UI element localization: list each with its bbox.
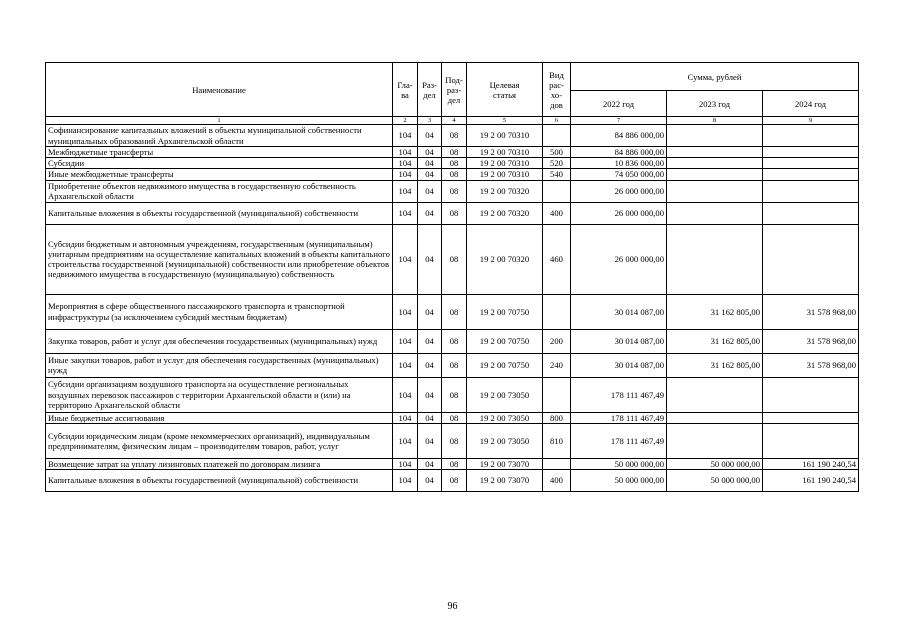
column-number-row — [46, 117, 859, 125]
cell-sum-2023: 31 162 805,00 — [667, 294, 763, 329]
cell-chapter: 104 — [393, 458, 418, 469]
cell-subsection: 08 — [442, 169, 467, 180]
table-row — [46, 470, 859, 492]
cell-chapter: 104 — [393, 412, 418, 423]
cell-target: 19 2 00 73070 — [467, 470, 543, 492]
cell-sum-2024 — [763, 125, 859, 147]
cell-sum-2024: 161 190 240,54 — [763, 470, 859, 492]
cell-sum-2024: 161 190 240,54 — [763, 458, 859, 469]
row-name: Закупка товаров, работ и услуг для обеспечения государственных (муниципальных) нужд — [46, 329, 393, 353]
cell-section: 04 — [418, 224, 442, 294]
page-number: 96 — [447, 601, 458, 612]
cell-subsection: 08 — [442, 224, 467, 294]
header-target: Целевая статья — [467, 63, 543, 117]
cell-expense-type — [543, 377, 571, 412]
header-chapter: Гла- ва — [393, 63, 418, 117]
cell-expense-type: 520 — [543, 158, 571, 169]
cell-target: 19 2 00 70750 — [467, 329, 543, 353]
table-row — [46, 412, 859, 423]
cell-chapter: 104 — [393, 470, 418, 492]
cell-chapter: 104 — [393, 158, 418, 169]
cell-sum-2022: 10 836 000,00 — [571, 158, 667, 169]
cell-sum-2024 — [763, 423, 859, 458]
cell-subsection: 08 — [442, 294, 467, 329]
row-name: Возмещение затрат на уплату лизинговых платежей по договорам лизинга — [46, 458, 393, 469]
cell-subsection: 08 — [442, 377, 467, 412]
header-section: Раз- дел — [418, 63, 442, 117]
table-row — [46, 377, 859, 412]
row-name: Капитальные вложения в объекты государственной (муниципальной) собственности — [46, 470, 393, 492]
cell-expense-type: 810 — [543, 423, 571, 458]
cell-sum-2023 — [667, 180, 763, 202]
cell-chapter: 104 — [393, 423, 418, 458]
cell-section: 04 — [418, 423, 442, 458]
cell-sum-2023 — [667, 377, 763, 412]
cell-section: 04 — [418, 353, 442, 377]
cell-subsection: 08 — [442, 353, 467, 377]
cell-subsection: 08 — [442, 470, 467, 492]
header-sum: Сумма, рублей — [571, 63, 859, 91]
cell-subsection: 08 — [442, 147, 467, 158]
cell-chapter: 104 — [393, 377, 418, 412]
cell-sum-2022: 26 000 000,00 — [571, 202, 667, 224]
cell-expense-type: 500 — [543, 147, 571, 158]
table-row — [46, 353, 859, 377]
cell-expense-type — [543, 125, 571, 147]
column-number: 7 — [571, 117, 667, 125]
table-row — [46, 147, 859, 158]
cell-target: 19 2 00 70310 — [467, 147, 543, 158]
cell-sum-2023: 50 000 000,00 — [667, 458, 763, 469]
header-year-2023: 2023 год — [667, 91, 763, 117]
cell-sum-2022: 178 111 467,49 — [571, 377, 667, 412]
cell-target: 19 2 00 70310 — [467, 158, 543, 169]
column-number: 1 — [46, 117, 393, 125]
cell-chapter: 104 — [393, 202, 418, 224]
cell-sum-2024 — [763, 224, 859, 294]
cell-subsection: 08 — [442, 458, 467, 469]
cell-expense-type: 400 — [543, 470, 571, 492]
row-name: Межбюджетные трансферты — [46, 147, 393, 158]
column-number: 5 — [467, 117, 543, 125]
cell-chapter: 104 — [393, 147, 418, 158]
header-year-2024: 2024 год — [763, 91, 859, 117]
cell-sum-2024: 31 578 968,00 — [763, 329, 859, 353]
cell-section: 04 — [418, 470, 442, 492]
cell-chapter: 104 — [393, 169, 418, 180]
cell-target: 19 2 00 70320 — [467, 224, 543, 294]
cell-sum-2024 — [763, 169, 859, 180]
cell-expense-type: 400 — [543, 202, 571, 224]
cell-sum-2024 — [763, 412, 859, 423]
cell-sum-2023 — [667, 224, 763, 294]
table-row — [46, 169, 859, 180]
cell-target: 19 2 00 70320 — [467, 180, 543, 202]
cell-sum-2022: 50 000 000,00 — [571, 458, 667, 469]
column-number: 8 — [667, 117, 763, 125]
header-expense-type: Вид рас- хо- дов — [543, 63, 571, 117]
cell-sum-2023 — [667, 147, 763, 158]
column-number: 9 — [763, 117, 859, 125]
cell-sum-2022: 84 886 000,00 — [571, 125, 667, 147]
table-row — [46, 180, 859, 202]
header-year-2022: 2022 год — [571, 91, 667, 117]
cell-target: 19 2 00 73050 — [467, 377, 543, 412]
cell-sum-2024 — [763, 202, 859, 224]
cell-sum-2023: 50 000 000,00 — [667, 470, 763, 492]
cell-sum-2024 — [763, 147, 859, 158]
cell-expense-type: 200 — [543, 329, 571, 353]
cell-expense-type: 460 — [543, 224, 571, 294]
cell-expense-type — [543, 180, 571, 202]
cell-target: 19 2 00 70310 — [467, 125, 543, 147]
table-row — [46, 202, 859, 224]
cell-target: 19 2 00 70750 — [467, 294, 543, 329]
cell-section: 04 — [418, 412, 442, 423]
cell-section: 04 — [418, 329, 442, 353]
cell-sum-2022: 50 000 000,00 — [571, 470, 667, 492]
column-number: 3 — [418, 117, 442, 125]
cell-sum-2022: 178 111 467,49 — [571, 423, 667, 458]
cell-sum-2023 — [667, 423, 763, 458]
cell-sum-2022: 30 014 087,00 — [571, 329, 667, 353]
cell-sum-2022: 26 000 000,00 — [571, 224, 667, 294]
column-number: 6 — [543, 117, 571, 125]
cell-sum-2023 — [667, 202, 763, 224]
row-name: Мероприятия в сфере общественного пассажирского транспорта и транспортной инфраструктуры (за исключением субсидий местным бюджетам) — [46, 294, 393, 329]
row-name: Приобретение объектов недвижимого имущества в государственную собственность Архангельской области — [46, 180, 393, 202]
cell-sum-2022: 30 014 087,00 — [571, 294, 667, 329]
cell-subsection: 08 — [442, 202, 467, 224]
cell-chapter: 104 — [393, 180, 418, 202]
table-row — [46, 458, 859, 469]
cell-section: 04 — [418, 158, 442, 169]
cell-sum-2023 — [667, 158, 763, 169]
cell-subsection: 08 — [442, 180, 467, 202]
cell-expense-type: 240 — [543, 353, 571, 377]
cell-subsection: 08 — [442, 125, 467, 147]
row-name: Субсидии организациям воздушного транспорта на осуществление региональных воздушных перевозок пассажиров с территории Архангельской области и (или) на территорию Архангельской области — [46, 377, 393, 412]
table-row — [46, 294, 859, 329]
row-name: Иные закупки товаров, работ и услуг для обеспечения государственных (муниципальных) нужд — [46, 353, 393, 377]
cell-sum-2022: 74 050 000,00 — [571, 169, 667, 180]
budget-table — [45, 62, 859, 492]
cell-expense-type — [543, 458, 571, 469]
cell-chapter: 104 — [393, 353, 418, 377]
cell-chapter: 104 — [393, 125, 418, 147]
cell-chapter: 104 — [393, 294, 418, 329]
cell-sum-2022: 84 886 000,00 — [571, 147, 667, 158]
cell-section: 04 — [418, 147, 442, 158]
table-row — [46, 158, 859, 169]
table-row — [46, 329, 859, 353]
table-header — [46, 63, 859, 125]
table-row — [46, 224, 859, 294]
row-name: Софинансирование капитальных вложений в объекты муниципальной собственности муниципальных образований Архангельской области — [46, 125, 393, 147]
cell-subsection: 08 — [442, 158, 467, 169]
cell-sum-2023 — [667, 412, 763, 423]
cell-chapter: 104 — [393, 224, 418, 294]
cell-target: 19 2 00 73070 — [467, 458, 543, 469]
row-name: Иные бюджетные ассигнования — [46, 412, 393, 423]
cell-chapter: 104 — [393, 329, 418, 353]
column-number: 2 — [393, 117, 418, 125]
cell-target: 19 2 00 70320 — [467, 202, 543, 224]
cell-section: 04 — [418, 169, 442, 180]
cell-section: 04 — [418, 458, 442, 469]
cell-subsection: 08 — [442, 423, 467, 458]
cell-sum-2023 — [667, 169, 763, 180]
cell-sum-2023: 31 162 805,00 — [667, 329, 763, 353]
cell-sum-2024 — [763, 180, 859, 202]
cell-section: 04 — [418, 125, 442, 147]
cell-section: 04 — [418, 180, 442, 202]
cell-sum-2024 — [763, 377, 859, 412]
table-body — [46, 125, 859, 492]
cell-expense-type: 540 — [543, 169, 571, 180]
row-name: Иные межбюджетные трансферты — [46, 169, 393, 180]
row-name: Субсидии юридическим лицам (кроме некоммерческих организаций), индивидуальным предпринимателям, физическим лицам – производителям товаров, работ, услуг — [46, 423, 393, 458]
row-name: Субсидии бюджетным и автономным учреждениям, государственным (муниципальным) унитарным предприятиям на осуществление капитальных вложений в объекты капитального строительства государственной (муниципальной) собственности или приобретение объектов недвижимого имущества в государственную (муниципальную) собственность — [46, 224, 393, 294]
cell-section: 04 — [418, 294, 442, 329]
cell-sum-2023: 31 162 805,00 — [667, 353, 763, 377]
cell-expense-type: 800 — [543, 412, 571, 423]
cell-expense-type — [543, 294, 571, 329]
header-name: Наименование — [46, 63, 393, 117]
cell-sum-2023 — [667, 125, 763, 147]
cell-target: 19 2 00 70310 — [467, 169, 543, 180]
cell-section: 04 — [418, 377, 442, 412]
cell-sum-2024 — [763, 158, 859, 169]
row-name: Капитальные вложения в объекты государственной (муниципальной) собственности — [46, 202, 393, 224]
column-number: 4 — [442, 117, 467, 125]
cell-target: 19 2 00 70750 — [467, 353, 543, 377]
cell-target: 19 2 00 73050 — [467, 423, 543, 458]
header-subsection: Под- раз- дел — [442, 63, 467, 117]
cell-subsection: 08 — [442, 412, 467, 423]
cell-sum-2022: 30 014 087,00 — [571, 353, 667, 377]
cell-subsection: 08 — [442, 329, 467, 353]
cell-sum-2022: 26 000 000,00 — [571, 180, 667, 202]
cell-section: 04 — [418, 202, 442, 224]
row-name: Субсидии — [46, 158, 393, 169]
cell-sum-2024: 31 578 968,00 — [763, 294, 859, 329]
table-row — [46, 125, 859, 147]
cell-sum-2024: 31 578 968,00 — [763, 353, 859, 377]
cell-sum-2022: 178 111 467,49 — [571, 412, 667, 423]
table-row — [46, 423, 859, 458]
cell-target: 19 2 00 73050 — [467, 412, 543, 423]
